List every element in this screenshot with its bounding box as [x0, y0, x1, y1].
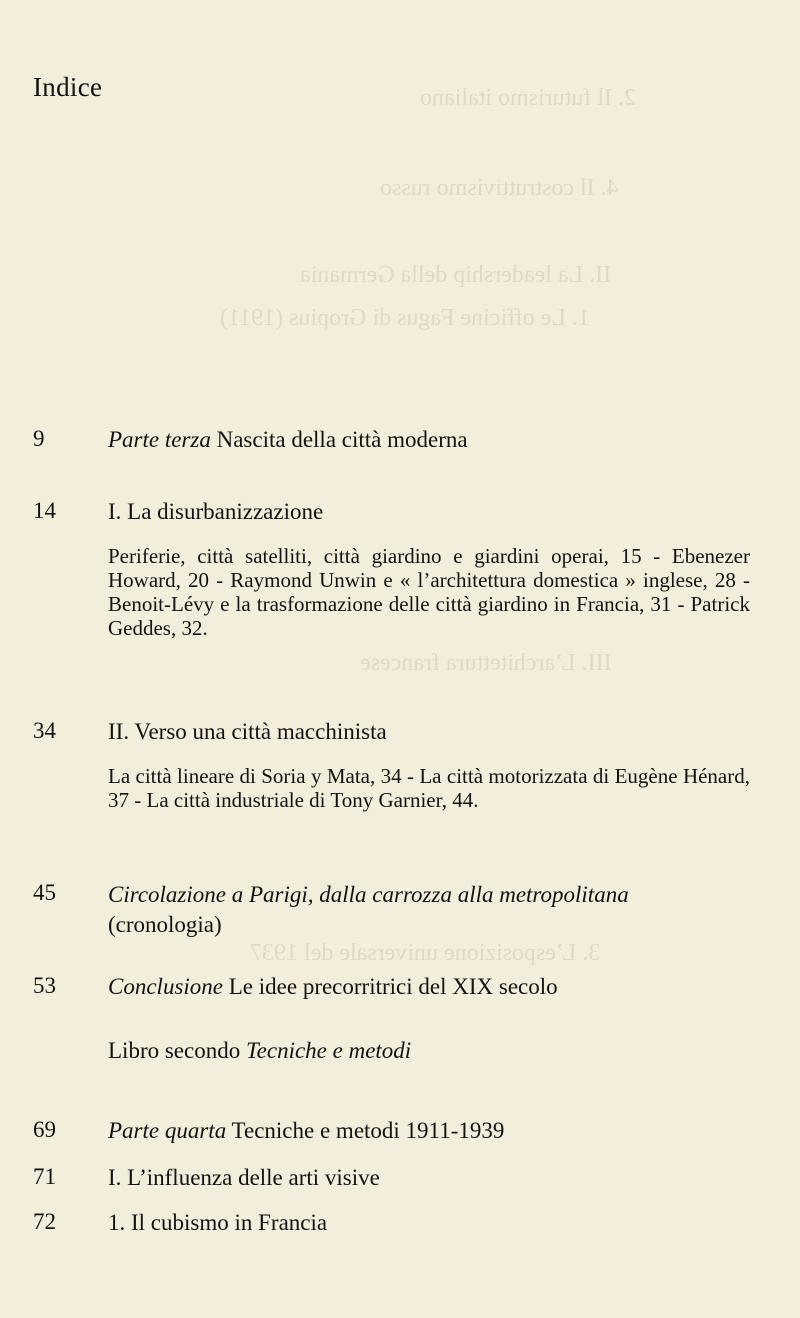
entry-title	[108, 1117, 768, 1144]
bleed-through-text: 1. Le officine Fagus di Gropius (1911)	[220, 305, 590, 331]
entry-description: Periferie, città satelliti, città giardino e giardini operai, 15 - Ebenezer Howard, 20 - Raymond Unwin e « l’architettura domestica » inglese, 28 - Benoit-Lévy e la trasformazione delle città giardino in Francia, 31 - Patrick Geddes, 32.	[108, 544, 750, 640]
page-number: 34	[33, 718, 56, 743]
entry-title: 1. Il cubismo in Francia	[108, 1210, 328, 1235]
bleed-through-text: 2. Il futurismo italiano	[420, 85, 636, 111]
entry-title: I. La disurbanizzazione	[108, 499, 324, 524]
entry-title	[108, 426, 768, 453]
entry-title-italic: Circolazione a Parigi, dalla carrozza alla metropolitana	[108, 882, 629, 907]
entry-title-text: Tecniche e metodi 1911-1939	[231, 1118, 505, 1143]
entry-title-text: Nascita della città moderna	[216, 427, 468, 452]
entry-title	[108, 973, 768, 1000]
bleed-through-text: 3. L’esposizione universale del 1937	[250, 940, 601, 966]
entry-title: II. Verso una città macchinista	[108, 719, 387, 744]
entry-title	[108, 880, 768, 940]
entry-title-rest: (cronologia)	[108, 912, 222, 937]
page-number: 45	[33, 880, 56, 905]
book-italic: Tecniche e metodi	[245, 1038, 412, 1063]
page-title: Indice	[33, 72, 103, 102]
entry-description: La città lineare di Soria y Mata, 34 - La città motorizzata di Eugène Hénard, 37 - La città industriale di Tony Garnier, 44.	[108, 764, 750, 812]
bleed-through-text: II. La leadership della Germania	[300, 262, 612, 288]
page-number: 53	[33, 973, 56, 998]
entry-title: I. L’influenza delle arti visive	[108, 1165, 380, 1190]
entry-title-text: Le idee precorritrici del XIX secolo	[228, 974, 558, 999]
page-number: 71	[33, 1164, 56, 1189]
page-number: 69	[33, 1117, 56, 1142]
bleed-through-text: 4. Il costruttivismo russo	[380, 175, 619, 201]
bleed-through-text: III. L’architettura francese	[360, 650, 612, 676]
page-number: 72	[33, 1209, 56, 1234]
book-title	[108, 1037, 768, 1064]
book-prefix: Libro secondo	[108, 1038, 241, 1063]
entry-prefix: Parte terza	[108, 427, 211, 452]
entry-prefix: Parte quarta	[108, 1118, 227, 1143]
page-number: 14	[33, 498, 56, 523]
page-number: 9	[33, 426, 45, 451]
entry-prefix: Conclusione	[108, 974, 223, 999]
